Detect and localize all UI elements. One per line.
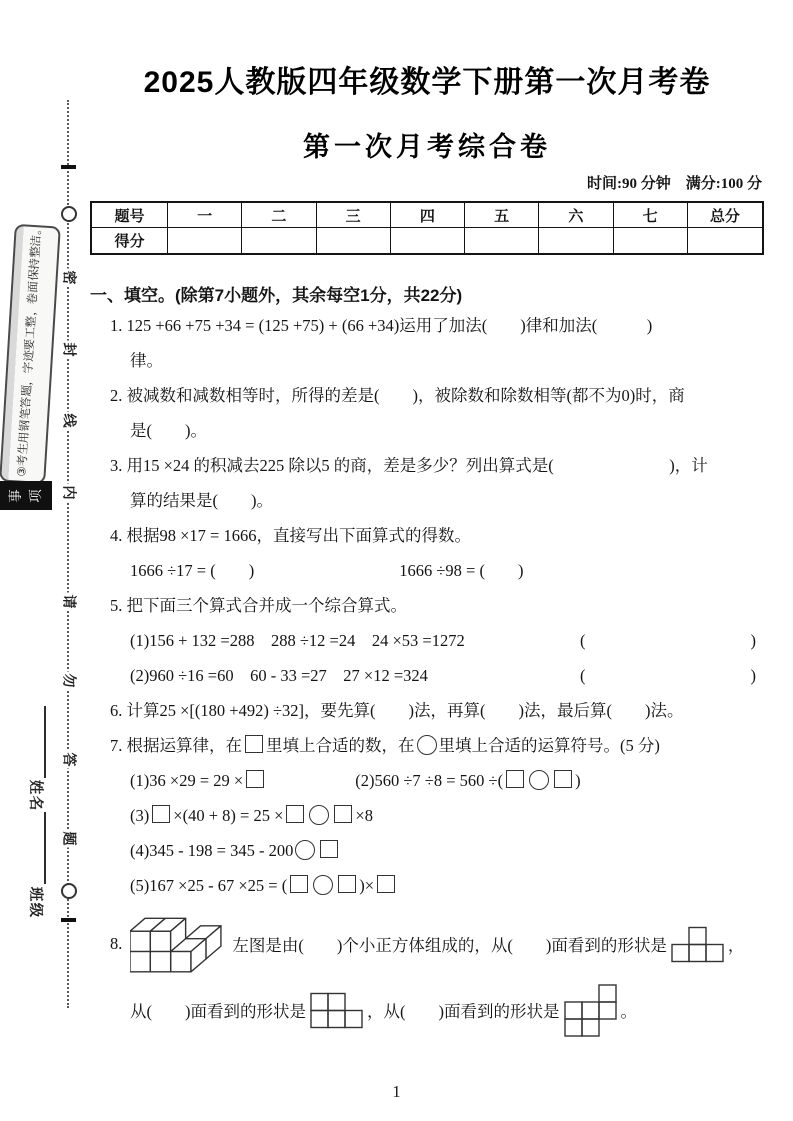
- score-cell: [168, 228, 242, 253]
- question-6: 6. 计算25 ×[(180 +492) ÷32]，要先算( )法，再算( )法，最后算( )法。: [110, 701, 684, 720]
- cube-stack-figure: [130, 914, 222, 974]
- question-2-line-1: 2. 被减数和减数相等时，所得的差是( )，被除数和除数相等(都不为0)时，商: [110, 386, 685, 405]
- question-7-item-3: (3) ×(40 + 8) = 25 × ×8: [130, 806, 373, 825]
- student-class-label: 班 级: [27, 886, 43, 918]
- question-4-line-1: 4. 根据98 ×17 = 1666，直接写出下面算式的得数。: [110, 526, 471, 545]
- question-7-line-1: 7. 根据运算律，在 里填上合适的数，在 里填上合适的运算符号。(5 分): [110, 736, 660, 755]
- score-table-col: 三: [317, 203, 391, 228]
- seal-dotted-line: [67, 100, 69, 1008]
- blank-box: [320, 840, 338, 858]
- blank-circle: [295, 840, 315, 860]
- student-name-label: 姓 名: [27, 779, 43, 811]
- score-table-col: 四: [391, 203, 465, 228]
- blank-box: [506, 770, 524, 788]
- blank-box: [246, 770, 264, 788]
- question-2-line-2: 是( )。: [130, 421, 207, 440]
- paper-title: 2025人教版四年级数学下册第一次月考卷: [143, 66, 711, 99]
- seal-line-text-lower: 请 勿 答 题: [60, 594, 76, 846]
- question-7-item-1: (1)36 ×29 = 29 ×: [130, 771, 267, 790]
- question-8-text-1: 左图是由( )个小正方体组成的，从( )面看到的形状是: [232, 936, 667, 955]
- view-shape-front: [671, 926, 724, 963]
- question-4-blank-b: 1666 ÷98 = ( ): [399, 561, 524, 580]
- score-cell: [688, 228, 762, 253]
- question-3-line-1: 3. 用15 ×24 的积减去225 除以5 的商，差是多少？列出算式是( )，计: [110, 456, 708, 475]
- view-shape-top: [310, 992, 363, 1029]
- score-table-col: 总分: [688, 203, 762, 228]
- question-5-item-2-blank: ( ): [580, 666, 756, 685]
- question-8-text-3: ，从( )面看到的形状是: [367, 1002, 560, 1021]
- score-row-label: 得分: [92, 228, 168, 253]
- score-cell: [317, 228, 391, 253]
- question-8-period: 。: [620, 1002, 637, 1021]
- blank-box: [245, 735, 263, 753]
- score-cell: [539, 228, 613, 253]
- score-cell: [614, 228, 688, 253]
- blank-box: [334, 805, 352, 823]
- score-table-col: 一: [168, 203, 242, 228]
- question-8-number: 8.: [110, 934, 123, 953]
- score-cell: [391, 228, 465, 253]
- question-5-item-1-blank: ( ): [580, 631, 756, 650]
- question-7-item-5: (5)167 ×25 - 67 ×25 = ( )×: [90, 868, 764, 903]
- seal-line-circle-bottom: [61, 883, 77, 899]
- score-cell: [242, 228, 316, 253]
- seal-line-tick-bottom: [61, 918, 76, 922]
- view-shape-side: [564, 984, 617, 1037]
- question-3-line-2: 算的结果是( )。: [130, 491, 273, 510]
- question-5-item-2-equations: (2)960 ÷16 =60 60 - 33 =27 27 ×12 =324: [130, 666, 428, 685]
- notes-tab: 事 项: [0, 481, 52, 510]
- score-table-col: 七: [614, 203, 688, 228]
- main-content: [90, 0, 764, 1041]
- section1-heading: 一、填空。(除第7小题外，其余每空1分，共22分): [90, 286, 463, 305]
- blank-circle: [313, 875, 333, 895]
- blank-box: [152, 805, 170, 823]
- paper-subtitle: 第一次月考综合卷: [303, 132, 551, 162]
- blank-box: [338, 875, 356, 893]
- page-number: 1: [392, 1082, 401, 1101]
- blank-box: [290, 875, 308, 893]
- score-table-col: 五: [465, 203, 539, 228]
- question-8-line-2: [90, 979, 764, 1041]
- question-5-item-1: [90, 623, 764, 658]
- blank-circle: [309, 805, 329, 825]
- question-8-comma: ，: [727, 936, 745, 955]
- blank-circle: [529, 770, 549, 790]
- student-name-blank: [44, 706, 46, 778]
- question-5-item-2: [90, 658, 764, 693]
- score-table-col: 六: [539, 203, 613, 228]
- blank-box: [286, 805, 304, 823]
- question-7-item-2: (2)560 ÷7 ÷8 = 560 ÷( ): [355, 771, 581, 790]
- question-7-items-1-2: [90, 763, 764, 798]
- score-table-corner: 题号: [92, 203, 168, 228]
- question-1-line-2: 律。: [130, 351, 163, 370]
- blank-circle: [417, 735, 437, 755]
- student-class-blank: [44, 812, 46, 884]
- question-4-answers: [90, 553, 764, 588]
- score-table: [90, 201, 764, 255]
- score-table-col: 二: [242, 203, 316, 228]
- blank-box: [554, 770, 572, 788]
- score-cell: [465, 228, 539, 253]
- question-5-item-1-equations: (1)156 + 132 =288 288 ÷12 =24 24 ×53 =1272: [130, 631, 465, 650]
- question-4-blank-a: 1666 ÷17 = ( ): [130, 561, 255, 580]
- question-7-item-4: (4)345 - 198 = 345 - 200: [90, 833, 764, 868]
- seal-line-tick-top: [61, 165, 76, 169]
- question-8-text-2: 从( )面看到的形状是: [130, 1002, 306, 1021]
- time-and-score-info: 时间:90 分钟 满分:100 分: [587, 176, 762, 192]
- blank-box: [377, 875, 395, 893]
- seal-line-text-upper: 密 封 线 内: [60, 270, 76, 500]
- question-5-line-1: 5. 把下面三个算式合并成一个综合算式。: [110, 596, 407, 615]
- seal-line-circle-top: [61, 206, 77, 222]
- question-8-line-1: [90, 909, 764, 979]
- exam-instructions-note: ③ 考 生 用 钢 笔 答 题 ， 字 迹 要 工 整 ， 卷 面 保 持 整 洁 。: [0, 224, 61, 484]
- question-1-line-1: 1. 125 +66 +75 +34 = (125 +75) + (66 +34)运用了加法( )律和加法( ): [110, 316, 653, 335]
